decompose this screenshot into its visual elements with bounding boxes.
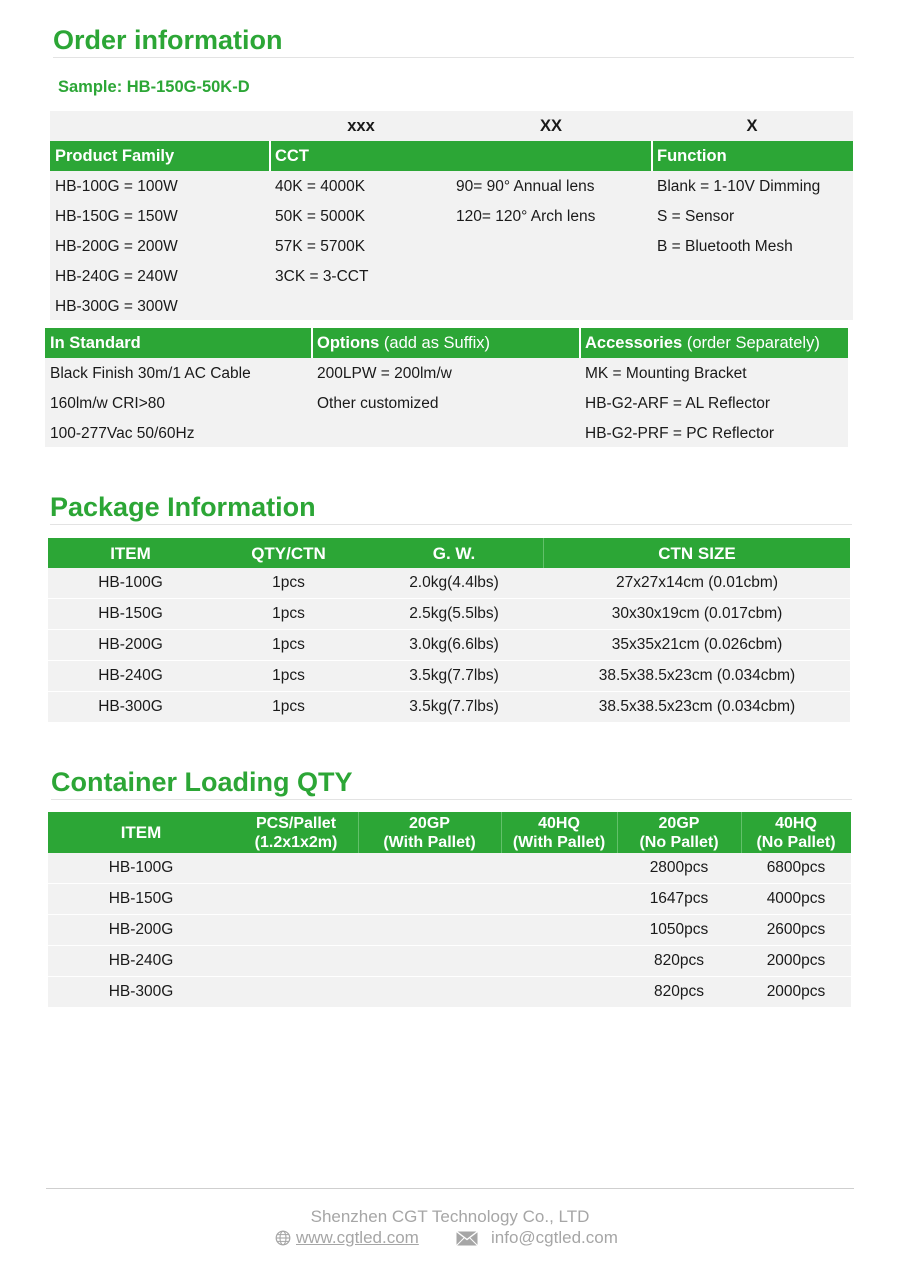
container-cell-40hq: 2000pcs <box>766 983 826 1000</box>
container-cell-item: HB-200G <box>108 921 174 938</box>
table-row <box>48 692 850 722</box>
package-header-size: CTN SIZE <box>658 543 736 563</box>
footer-website[interactable] <box>275 1228 419 1248</box>
container-cell-20gp: 1050pcs <box>649 921 709 938</box>
package-header-row <box>48 538 850 568</box>
standard-item: 100-277Vac 50/60Hz <box>50 425 195 442</box>
code-xx: XX <box>539 117 562 135</box>
container-cell-20gp: 820pcs <box>654 952 704 969</box>
container-cell-20gp: 1647pcs <box>649 890 709 907</box>
package-cell-size: 30x30x19cm (0.017cbm) <box>611 605 783 622</box>
package-table <box>48 538 850 722</box>
container-header-40hq-nopallet <box>741 814 851 852</box>
package-cell-qty: 1pcs <box>272 698 305 715</box>
package-cell-gw: 2.5kg(5.5lbs) <box>409 605 499 622</box>
footer-company: Shenzhen CGT Technology Co., LTD <box>310 1207 590 1226</box>
order-title-rule <box>53 57 854 58</box>
header-divider <box>543 538 544 568</box>
footer-rule <box>46 1188 854 1189</box>
container-cell-40hq: 4000pcs <box>766 890 826 907</box>
package-cell-size: 38.5x38.5x23cm (0.034cbm) <box>598 667 796 684</box>
package-cell-item: HB-200G <box>98 636 163 653</box>
package-cell-qty: 1pcs <box>272 636 305 653</box>
container-title-rule <box>51 799 852 800</box>
container-header-line1: 20GP <box>658 814 700 832</box>
function-item: B = Bluetooth Mesh <box>657 238 793 255</box>
footer-email[interactable] <box>456 1228 618 1248</box>
package-cell-size: 38.5x38.5x23cm (0.034cbm) <box>598 698 796 715</box>
package-cell-item: HB-300G <box>98 698 163 715</box>
table-row <box>48 946 851 976</box>
container-cell-40hq: 2000pcs <box>766 952 826 969</box>
container-header-line2: (No Pallet) <box>756 833 836 851</box>
header-accessories <box>580 328 820 358</box>
order-header-bar <box>50 141 853 171</box>
container-cell-item: HB-100G <box>108 859 174 876</box>
family-item: HB-200G = 200W <box>55 238 178 255</box>
container-header-line1: 20GP <box>409 814 450 832</box>
accessory-item: MK = Mounting Bracket <box>585 365 747 382</box>
table-row <box>48 884 851 914</box>
function-item: S = Sensor <box>657 208 735 225</box>
lens-item: 90= 90° Annual lens <box>456 178 595 195</box>
container-header-item <box>48 823 234 842</box>
package-cell-item: HB-240G <box>98 667 163 684</box>
package-cell-qty: 1pcs <box>272 605 305 622</box>
options-header-bar <box>45 328 848 358</box>
family-item: HB-300G = 300W <box>55 298 178 315</box>
container-header-row <box>48 812 851 853</box>
package-cell-gw: 3.5kg(7.7lbs) <box>409 667 499 684</box>
code-x: X <box>746 117 758 135</box>
cct-item: 40K = 4000K <box>275 178 366 195</box>
container-title: Container Loading QTY <box>51 767 353 797</box>
package-cell-size: 27x27x14cm (0.01cbm) <box>616 574 778 591</box>
package-header-qty: QTY/CTN <box>251 543 326 563</box>
header-options-label: Options <box>317 333 380 352</box>
header-product-family: Product Family <box>55 146 175 165</box>
container-header-line1: 40HQ <box>538 814 580 832</box>
cct-item: 57K = 5700K <box>275 238 366 255</box>
container-cell-item: HB-150G <box>108 890 174 907</box>
package-header-item: ITEM <box>110 543 151 563</box>
table-row <box>48 599 850 629</box>
container-header-line2: (With Pallet) <box>512 833 606 851</box>
container-header-line2: (With Pallet) <box>383 833 476 851</box>
container-header-line1: 40HQ <box>775 814 817 832</box>
header-divider <box>617 812 618 853</box>
package-cell-gw: 2.0kg(4.4lbs) <box>409 574 499 591</box>
container-table <box>48 812 851 1008</box>
accessory-item: HB-G2-ARF = AL Reflector <box>585 395 771 412</box>
package-cell-item: HB-150G <box>98 605 163 622</box>
code-xxx: xxx <box>347 117 375 135</box>
sample-code: Sample: HB-150G-50K-D <box>58 78 250 96</box>
container-header-line2: (1.2x1x2m) <box>254 833 338 851</box>
container-cell-40hq: 6800pcs <box>766 859 826 876</box>
package-cell-qty: 1pcs <box>272 667 305 684</box>
package-cell-gw: 3.0kg(6.6lbs) <box>409 636 499 653</box>
container-header-line1: PCS/Pallet <box>255 814 337 832</box>
standard-item: Black Finish 30m/1 AC Cable <box>50 365 251 382</box>
package-title: Package Information <box>50 492 316 522</box>
container-header-line2: (No Pallet) <box>639 833 719 851</box>
email-link[interactable]: info@cgtled.com <box>491 1228 618 1247</box>
header-divider <box>501 812 502 853</box>
container-cell-20gp: 2800pcs <box>649 859 709 876</box>
package-cell-qty: 1pcs <box>272 574 305 591</box>
container-header-pallet <box>234 814 358 852</box>
package-title-rule <box>50 524 852 525</box>
order-title: Order information <box>53 25 283 55</box>
header-accessories-note: (order Separately) <box>686 333 820 352</box>
website-link[interactable]: www.cgtled.com <box>296 1228 419 1247</box>
table-row <box>48 977 851 1007</box>
cct-item: 50K = 5000K <box>275 208 366 225</box>
header-options <box>312 328 490 358</box>
package-cell-gw: 3.5kg(7.7lbs) <box>409 698 499 715</box>
container-cell-40hq: 2600pcs <box>766 921 826 938</box>
header-cct: CCT <box>275 146 309 165</box>
container-cell-item: HB-240G <box>108 952 174 969</box>
header-divider <box>741 812 742 853</box>
globe-icon <box>275 1230 291 1246</box>
package-cell-item: HB-100G <box>98 574 163 591</box>
container-cell-20gp: 820pcs <box>654 983 704 1000</box>
package-header-gw: G. W. <box>432 543 476 563</box>
header-divider <box>358 812 359 853</box>
table-row <box>48 853 851 883</box>
envelope-icon <box>456 1231 478 1246</box>
accessory-item: HB-G2-PRF = PC Reflector <box>585 425 775 442</box>
package-cell-size: 35x35x21cm (0.026cbm) <box>611 636 783 653</box>
header-accessories-label: Accessories <box>585 333 683 352</box>
header-options-note: (add as Suffix) <box>383 333 491 352</box>
table-row <box>48 630 850 660</box>
standard-item: 160lm/w CRI>80 <box>50 395 166 412</box>
table-row <box>48 915 851 945</box>
family-item: HB-150G = 150W <box>55 208 178 225</box>
table-row <box>48 661 850 691</box>
container-cell-item: HB-300G <box>108 983 174 1000</box>
function-item: Blank = 1-10V Dimming <box>657 178 821 195</box>
container-header-20gp-pallet <box>358 814 501 852</box>
table-row <box>48 568 850 598</box>
lens-item: 120= 120° Arch lens <box>456 208 596 225</box>
option-item: Other customized <box>317 395 439 412</box>
header-in-standard: In Standard <box>50 333 141 352</box>
family-item: HB-240G = 240W <box>55 268 178 285</box>
family-item: HB-100G = 100W <box>55 178 178 195</box>
option-item: 200LPW = 200lm/w <box>317 365 452 382</box>
cct-item: 3CK = 3-CCT <box>275 268 369 285</box>
header-function: Function <box>657 146 727 165</box>
container-header-20gp-nopallet <box>617 814 741 852</box>
container-header-item-label: ITEM <box>120 823 162 842</box>
container-header-40hq-pallet <box>501 814 617 852</box>
